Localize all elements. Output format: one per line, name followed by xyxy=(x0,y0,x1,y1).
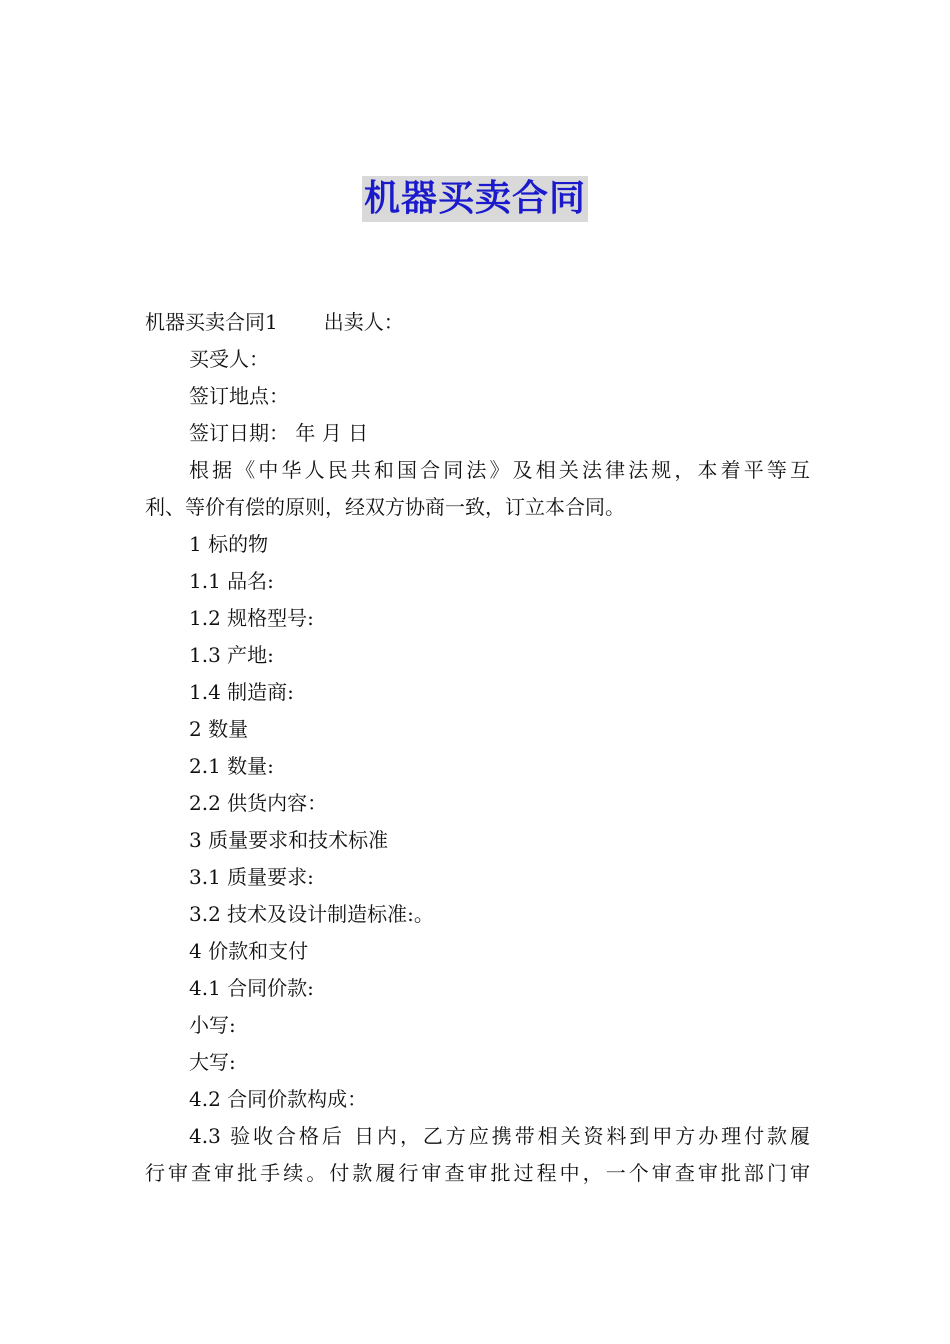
section-3-heading: 3 质量要求和技术标准 xyxy=(189,828,389,852)
clause-1-4: 1.4 制造商: xyxy=(189,680,294,704)
clause-4-3-line-2: 行审查审批手续。付款履行审查审批过程中，一个审查审批部门审 xyxy=(145,1161,810,1185)
clause-2-1: 2.1 数量: xyxy=(189,754,274,778)
section-4-heading: 4 价款和支付 xyxy=(189,939,309,963)
clause-4-1: 4.1 合同价款: xyxy=(189,976,314,1000)
section-1-heading: 1 标的物 xyxy=(189,532,269,556)
signing-place-label: 签订地点： xyxy=(189,384,289,408)
clause-3-2: 3.2 技术及设计制造标准:。 xyxy=(189,902,434,926)
contract-subtitle: 机器买卖合同1 xyxy=(145,310,278,334)
preamble-line-2: 利、等价有偿的原则，经双方协商一致，订立本合同。 xyxy=(145,495,625,519)
signing-date-label: 签订日期： 年 月 日 xyxy=(189,421,369,445)
clause-4-3-line-1: 4.3 验收合格后 日内，乙方应携带相关资料到甲方办理付款履 xyxy=(189,1124,810,1148)
clause-1-1: 1.1 品名: xyxy=(189,569,274,593)
title-container xyxy=(0,176,950,222)
clause-3-1: 3.1 质量要求: xyxy=(189,865,314,889)
seller-label: 出卖人： xyxy=(323,310,404,334)
lowercase-amount-label: 小写: xyxy=(189,1013,236,1037)
contract-heading-line xyxy=(145,304,810,341)
buyer-label: 买受人： xyxy=(189,347,269,371)
clause-4-2: 4.2 合同价款构成： xyxy=(189,1087,368,1111)
clause-1-3: 1.3 产地: xyxy=(189,643,274,667)
clause-2-2: 2.2 供货内容： xyxy=(189,791,328,815)
clause-1-2: 1.2 规格型号: xyxy=(189,606,314,630)
section-2-heading: 2 数量 xyxy=(189,717,249,741)
document-title: 机器买卖合同 xyxy=(362,176,588,222)
document-body xyxy=(145,304,810,1192)
preamble-line-1: 根据《中华人民共和国合同法》及相关法律法规，本着平等互 xyxy=(189,458,810,482)
uppercase-amount-label: 大写: xyxy=(189,1050,236,1074)
